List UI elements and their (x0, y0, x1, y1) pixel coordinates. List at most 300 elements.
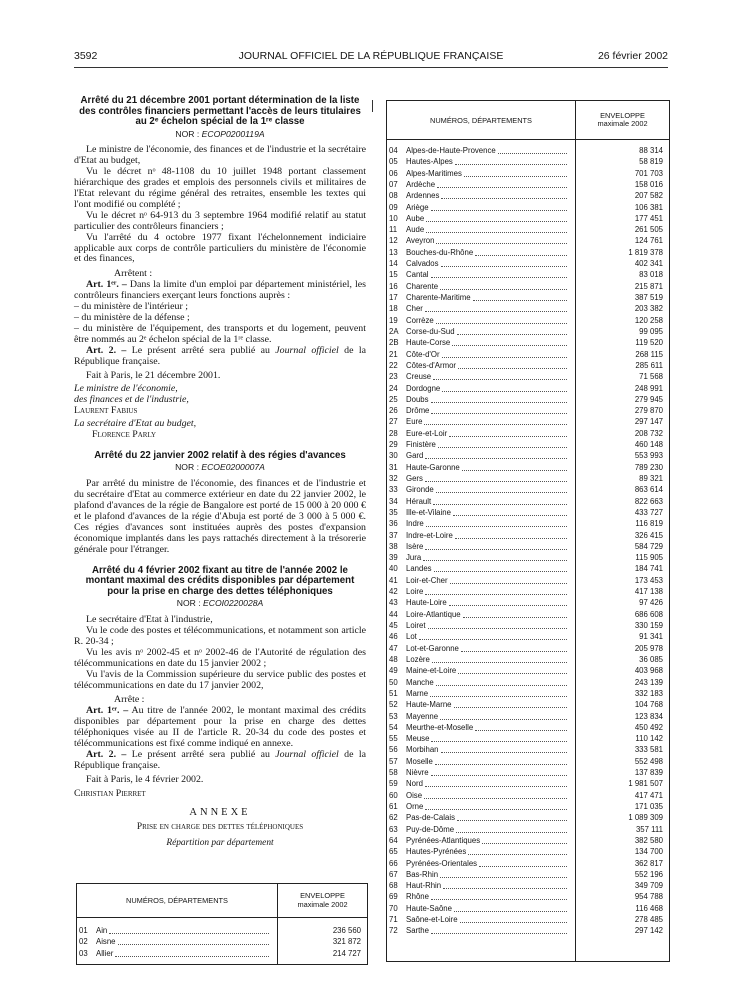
department-name: Ain (96, 926, 108, 935)
dot-leader (475, 255, 567, 256)
dot-leader (454, 911, 567, 912)
art2-text-b: de la République française. (74, 344, 366, 367)
table-row (387, 723, 669, 733)
enveloppe-value: 1 819 378 (628, 247, 663, 257)
table-row (387, 598, 669, 608)
table-row (387, 259, 669, 269)
department-name: Aveyron (406, 236, 435, 246)
dot-leader (425, 458, 567, 459)
enveloppe-value: 417 138 (634, 587, 663, 597)
nor-label: NOR : (175, 128, 200, 139)
table-row (387, 474, 669, 484)
department-number: 07 (389, 179, 398, 189)
enveloppe-value: 116 819 (635, 519, 663, 529)
dot-leader (433, 504, 567, 505)
dot-leader (449, 436, 567, 437)
enveloppe-value: 954 788 (634, 892, 663, 902)
annex-table-left (76, 883, 368, 965)
enveloppe-value: 207 582 (634, 191, 663, 201)
dot-leader (453, 515, 567, 516)
journal-title: JOURNAL OFFICIEL DE LA RÉPUBLIQUE FRANÇAISE (238, 50, 504, 62)
department-number: 48 (389, 654, 398, 664)
enveloppe-value: 158 016 (634, 179, 663, 189)
dot-leader (455, 538, 567, 539)
department-number: 17 (389, 293, 398, 303)
dot-leader (425, 481, 567, 482)
enveloppe-value: 333 581 (634, 745, 663, 755)
dot-leader (431, 413, 567, 414)
col-header-enveloppe-a: ENVELOPPE (300, 891, 345, 900)
enveloppe-value: 184 741 (634, 564, 663, 574)
department-number: 53 (389, 711, 398, 721)
enveloppe-value: 88 314 (639, 146, 663, 155)
enveloppe-value: 279 870 (634, 406, 663, 416)
department-name: Côtes-d'Armor (406, 360, 457, 370)
dot-leader (440, 289, 567, 290)
table-row (387, 881, 669, 891)
department-number: 34 (389, 496, 398, 506)
dot-leader (441, 198, 567, 199)
enveloppe-value: 789 230 (634, 462, 663, 472)
arrete1-art2 (74, 346, 366, 368)
department-number: 29 (389, 440, 398, 450)
table-row (387, 191, 669, 201)
enveloppe-value: 58 819 (639, 157, 663, 167)
enveloppe-value: 552 196 (634, 869, 663, 879)
department-name: Lozère (406, 654, 430, 664)
department-name: Haute-Corse (406, 338, 451, 348)
department-name: Doubs (406, 394, 429, 404)
dot-leader (423, 560, 567, 561)
table-row (387, 915, 669, 925)
department-name: Finistère (406, 440, 436, 450)
enveloppe-value: 214 727 (332, 948, 361, 958)
enveloppe-value: 115 905 (635, 553, 663, 563)
arrete1-sig1-a: Le ministre de l'économie, (74, 383, 178, 395)
department-number: 33 (389, 485, 398, 495)
enveloppe-value: 124 761 (634, 236, 663, 246)
table-row (387, 451, 669, 461)
art2-text-b: de la République française. (74, 749, 366, 771)
arrete1-p3: Vu le décret nᵒ 64-913 du 3 septembre 1964 modifié relatif au statut particulier des contrôleurs financiers ; (74, 209, 366, 232)
dot-leader (425, 809, 567, 810)
department-name: Marne (406, 688, 429, 698)
department-name: Alpes-Maritimes (406, 168, 462, 178)
annex-table-right (386, 100, 670, 962)
department-name: Aude (406, 225, 425, 235)
table-row (387, 892, 669, 902)
dot-leader (436, 492, 567, 493)
department-number: 47 (389, 643, 398, 653)
nor-label: NOR : (175, 462, 199, 473)
column-separator (372, 100, 373, 112)
department-name: Hautes-Alpes (406, 157, 453, 167)
dot-leader (442, 357, 567, 358)
arrete3-p4: Vu l'avis de la Commission supérieure du service public des postes et télécommunications en date du 17 janvier 2002, (74, 668, 366, 691)
enveloppe-value: 332 183 (634, 688, 663, 698)
table-row (387, 757, 669, 767)
dot-leader (425, 786, 567, 787)
table-row (387, 293, 669, 303)
arrete1-sig2-a: La secrétaire d'Etat au budget, (74, 418, 197, 430)
department-number: 38 (389, 541, 398, 551)
department-number: 06 (389, 168, 398, 178)
arrete1-p4: Vu l'arrêté du 4 octobre 1977 fixant l'échelonnement indiciaire applicable aux corps de contrôle particuliers du ministère de l'économie et des finances, (74, 231, 366, 265)
department-number: 09 (389, 202, 398, 212)
table-row (387, 146, 669, 156)
dot-leader (426, 221, 567, 222)
dot-leader (428, 628, 567, 629)
table-row (387, 712, 669, 722)
col-header-departements: NUMÉROS, DÉPARTEMENTS (430, 115, 532, 125)
department-number: 43 (389, 598, 398, 608)
dot-leader (431, 210, 567, 211)
department-name: Nièvre (406, 768, 429, 778)
table-row (387, 564, 669, 574)
department-name: Pas-de-Calais (406, 813, 455, 823)
issue-date: 26 février 2002 (597, 50, 668, 62)
dot-leader (419, 639, 567, 640)
arrete2-p1: Par arrêté du ministre de l'économie, des finances et de l'industrie et du secrétaire d'Etat au commerce extérieur en date du 22 janvier 2002, le plafond d'avances de la régie de Bangalore est porté de 15 000 à 20 000 € et le plafond d'avances de la régie d'Abuja est porté de 3 000 à 5 000 €. Ces régies d'avances sont instituées auprès des postes d'expansion économique implantés dans les pays rattachés directement à la trésorerie générale pour l'étranger. (74, 478, 366, 555)
department-number: 15 (389, 270, 398, 280)
enveloppe-value: 417 471 (634, 790, 663, 800)
dot-leader (456, 832, 567, 833)
table-row (387, 384, 669, 394)
department-name: Mayenne (406, 711, 439, 721)
department-name: Nord (406, 779, 423, 789)
enveloppe-value: 97 426 (639, 598, 663, 608)
department-number: 27 (389, 417, 398, 427)
department-number: 14 (389, 259, 398, 269)
enveloppe-value: 248 991 (634, 383, 663, 393)
dot-leader (431, 775, 567, 776)
enveloppe-value: 403 968 (634, 666, 663, 676)
dot-leader (475, 730, 567, 731)
table-row (387, 813, 669, 823)
table-row (387, 904, 669, 914)
department-name: Gers (406, 473, 423, 483)
department-number: 12 (389, 236, 398, 246)
enveloppe-value: 278 485 (634, 915, 663, 925)
department-number: 32 (389, 473, 398, 483)
enveloppe-value: 349 709 (634, 881, 663, 891)
arrete3-art2 (74, 750, 366, 772)
table-row (387, 542, 669, 552)
dot-leader (434, 571, 567, 572)
department-name: Loire (406, 587, 424, 597)
nor-code: ECOI0220028A (203, 598, 264, 609)
arrete3-title: Arrêté du 4 février 2002 fixant au titre de l'année 2002 le montant maximal des crédits disponibles par département pour la prise en charge des dettes téléphoniques (85, 564, 355, 597)
table-row (387, 406, 669, 416)
department-number: 49 (389, 666, 398, 676)
department-name: Haute-Garonne (406, 462, 460, 472)
enveloppe-value: 173 453 (634, 575, 663, 585)
department-number: 67 (389, 869, 398, 879)
dot-leader (449, 605, 567, 606)
table-row (387, 859, 669, 869)
department-number: 08 (389, 191, 398, 201)
enveloppe-value: 215 871 (634, 281, 663, 291)
enveloppe-value: 1 981 507 (628, 779, 663, 789)
department-number: 25 (389, 394, 398, 404)
left-column (74, 96, 366, 849)
department-name: Côte-d'Or (406, 349, 440, 359)
department-number: 71 (389, 915, 398, 925)
enveloppe-value: 686 608 (634, 609, 663, 619)
department-number: 57 (389, 756, 398, 766)
table-row (387, 270, 669, 280)
dot-leader (431, 899, 567, 900)
arrete1-fait: Fait à Paris, le 21 décembre 2001. (86, 369, 221, 381)
enveloppe-value: 357 111 (635, 824, 663, 834)
department-number: 01 (79, 926, 88, 935)
table-row (387, 734, 669, 744)
department-number: 45 (389, 621, 398, 631)
department-number: 52 (389, 700, 398, 710)
department-number: 72 (389, 926, 398, 936)
department-name: Haute-Marne (406, 700, 452, 710)
table-row (387, 157, 669, 167)
department-name: Loire-Atlantique (406, 609, 461, 619)
department-number: 03 (79, 948, 88, 958)
table-row (387, 700, 669, 710)
department-number: 21 (389, 349, 398, 359)
dot-leader (436, 685, 567, 686)
nor-code: ECOP0200119A (201, 128, 265, 139)
enveloppe-value: 402 341 (634, 259, 663, 269)
department-name: Ardèche (406, 179, 436, 189)
enveloppe-value: 268 115 (635, 349, 663, 359)
enveloppe-value: 177 451 (634, 213, 663, 223)
enveloppe-value: 71 568 (639, 372, 663, 382)
department-name: Cantal (406, 270, 429, 280)
department-number: 59 (389, 779, 398, 789)
enveloppe-value: 450 492 (634, 722, 663, 732)
department-name: Hautes-Pyrénées (406, 847, 467, 857)
table-row (387, 825, 669, 835)
table-row (387, 497, 669, 507)
department-number: 44 (389, 609, 398, 619)
arrete1-sig2-name: Florence Parly (92, 429, 157, 441)
department-name: Alpes-de-Haute-Provence (406, 146, 496, 155)
art1-text: Au titre de l'année 2002, le montant maximal des crédits disponibles par département pour la prise en charge des dettes téléphoniques visée au II de l'article R. 20-34 du code des postes et télécommunications est fixé comme indiqué en annexe. (74, 705, 366, 750)
department-number: 58 (389, 768, 398, 778)
arrete1-title: Arrêté du 21 décembre 2001 portant détermination de la liste des contrôles financiers permettant l'accès de leurs titulaires au 2ᵉ échelon spécial de la 1ʳᵉ classe (79, 95, 361, 127)
table-row (387, 644, 669, 654)
dot-leader (450, 583, 567, 584)
arrete3-sig-name: Christian Pierret (74, 787, 146, 799)
department-number: 42 (389, 587, 398, 597)
table-row (387, 768, 669, 778)
dot-leader (431, 741, 567, 742)
department-number: 31 (389, 462, 398, 472)
annexe-title: ANNEXE (189, 806, 251, 818)
department-number: 16 (389, 281, 398, 291)
department-name: Corse-du-Sud (406, 326, 455, 336)
enveloppe-value: 116 468 (635, 903, 663, 913)
arrete3-fait: Fait à Paris, le 4 février 2002. (86, 773, 204, 785)
department-number: 51 (389, 688, 398, 698)
enveloppe-value: 261 505 (634, 225, 663, 235)
department-name: Sarthe (406, 926, 429, 936)
enveloppe-value: 382 580 (634, 835, 663, 845)
table-row (387, 316, 669, 326)
col-header-enveloppe-a: ENVELOPPE (600, 110, 645, 120)
table-row (387, 531, 669, 541)
arrete1-p1: Le ministre de l'économie, des finances et de l'industrie et la secrétaire d'Etat au budget, (74, 144, 366, 167)
table-row (387, 836, 669, 846)
department-name: Landes (406, 564, 432, 574)
table-row (387, 666, 669, 676)
dot-leader (426, 526, 567, 527)
table-row (387, 519, 669, 529)
dot-leader (457, 820, 567, 821)
department-name: Charente (406, 281, 439, 291)
department-number: 56 (389, 745, 398, 755)
department-number: 68 (389, 881, 398, 891)
department-name: Bouches-du-Rhône (406, 247, 474, 257)
table-row (387, 779, 669, 789)
art2-label: Art. 2. – (86, 344, 127, 356)
enveloppe-value: 701 703 (634, 168, 663, 178)
dot-leader (458, 673, 567, 674)
department-name: Isère (406, 541, 424, 551)
enveloppe-value: 330 159 (634, 621, 663, 631)
table-row (77, 949, 367, 959)
dot-leader (482, 843, 567, 844)
header-rule (74, 67, 668, 68)
arrete1-art1 (74, 280, 366, 302)
dot-leader (436, 323, 567, 324)
dot-leader (435, 764, 567, 765)
department-name: Loiret (406, 621, 426, 631)
department-name: Saône-et-Loire (406, 915, 458, 925)
department-name: Aisne (96, 937, 116, 947)
annexe-repartition: Répartition par département (166, 838, 274, 849)
enveloppe-value: 110 142 (635, 734, 663, 744)
dot-leader (498, 153, 567, 154)
table-row (387, 236, 669, 246)
page-header (74, 50, 668, 64)
table-row (387, 485, 669, 495)
table-row (387, 802, 669, 812)
department-name: Eure-et-Loir (406, 428, 448, 438)
dot-leader (430, 696, 567, 697)
enveloppe-value: 584 729 (634, 541, 663, 551)
table-row (387, 225, 669, 235)
arrete1-p2: Vu le décret nᵒ 48-1108 du 10 juillet 1948 portant classement hiérarchique des grades et emplois des personnels civils et militaires de l'Etat relevant du régime général des retraites, ensemble les textes qui l'ont modifié ou complété ; (74, 166, 366, 210)
dot-leader (115, 956, 269, 957)
department-number: 63 (389, 824, 398, 834)
dot-leader (440, 877, 567, 878)
enveloppe-value: 279 945 (634, 394, 663, 404)
nor-label: NOR : (176, 598, 201, 609)
department-number: 50 (389, 677, 398, 687)
table-row (387, 214, 669, 224)
enveloppe-value: 91 341 (639, 632, 663, 642)
col-header-enveloppe-b: maximale 2002 (297, 899, 348, 909)
enveloppe-value: 120 258 (634, 315, 663, 325)
enveloppe-value: 171 035 (634, 801, 663, 811)
table-row (387, 338, 669, 348)
department-name: Cher (406, 304, 423, 314)
department-number: 28 (389, 428, 398, 438)
department-number: 62 (389, 813, 398, 823)
table-row (387, 508, 669, 518)
art2-journal: Journal officiel (275, 344, 339, 356)
table-row (387, 203, 669, 213)
art1-text: Dans la limite d'un emploi par département ministériel, les contrôleurs financiers exerçant leurs fonctions auprès : (74, 279, 367, 302)
department-number: 70 (389, 903, 398, 913)
enveloppe-value: 208 732 (634, 428, 663, 438)
table-row (387, 870, 669, 880)
table-row (387, 463, 669, 473)
dot-leader (433, 379, 567, 380)
dot-leader (440, 719, 567, 720)
department-number: 18 (389, 304, 398, 314)
dot-leader (452, 345, 567, 346)
department-name: Puy-de-Dôme (406, 824, 455, 834)
department-number: 13 (389, 247, 398, 257)
enveloppe-value: 36 085 (639, 654, 663, 664)
annexe-subtitle: Prise en charge des dettes téléphoniques (136, 821, 304, 832)
enveloppe-value: 119 520 (635, 338, 663, 348)
table-row (387, 745, 669, 755)
enveloppe-value: 863 614 (634, 485, 663, 495)
enveloppe-value: 134 700 (634, 847, 663, 857)
table-row (387, 395, 669, 405)
table-row (387, 372, 669, 382)
dot-leader (462, 470, 567, 471)
enveloppe-value: 205 978 (634, 643, 663, 653)
department-name: Ardennes (406, 191, 440, 201)
enveloppe-value: 321 872 (332, 937, 361, 947)
table-row (387, 587, 669, 597)
department-number: 2B (389, 338, 399, 348)
department-name: Maine-et-Loire (406, 666, 457, 676)
department-number: 24 (389, 383, 398, 393)
department-number: 39 (389, 553, 398, 563)
department-number: 23 (389, 372, 398, 382)
enveloppe-value: 243 139 (634, 677, 663, 687)
dot-leader (442, 391, 567, 392)
enveloppe-value: 460 148 (634, 440, 663, 450)
department-number: 69 (389, 892, 398, 902)
dot-leader (437, 187, 567, 188)
department-name: Eure (406, 417, 423, 427)
department-name: Jura (406, 553, 422, 563)
table-row (387, 282, 669, 292)
dot-leader (455, 164, 567, 165)
dot-leader (424, 798, 567, 799)
department-number: 55 (389, 734, 398, 744)
col-header-enveloppe-b: maximale 2002 (597, 119, 648, 128)
table-row (387, 350, 669, 360)
department-number: 54 (389, 722, 398, 732)
enveloppe-value: 387 519 (634, 293, 663, 303)
dot-leader (425, 549, 567, 550)
department-name: Lot (406, 632, 417, 642)
table-row (77, 926, 367, 936)
enveloppe-value: 1 089 309 (628, 813, 663, 823)
department-name: Lot-et-Garonne (406, 643, 459, 653)
arrete1-nor (74, 129, 366, 140)
table-header (77, 884, 367, 918)
department-name: Meurthe-et-Moselle (406, 722, 474, 732)
table-row (387, 847, 669, 857)
department-number: 04 (389, 146, 398, 155)
table-row (387, 926, 669, 936)
